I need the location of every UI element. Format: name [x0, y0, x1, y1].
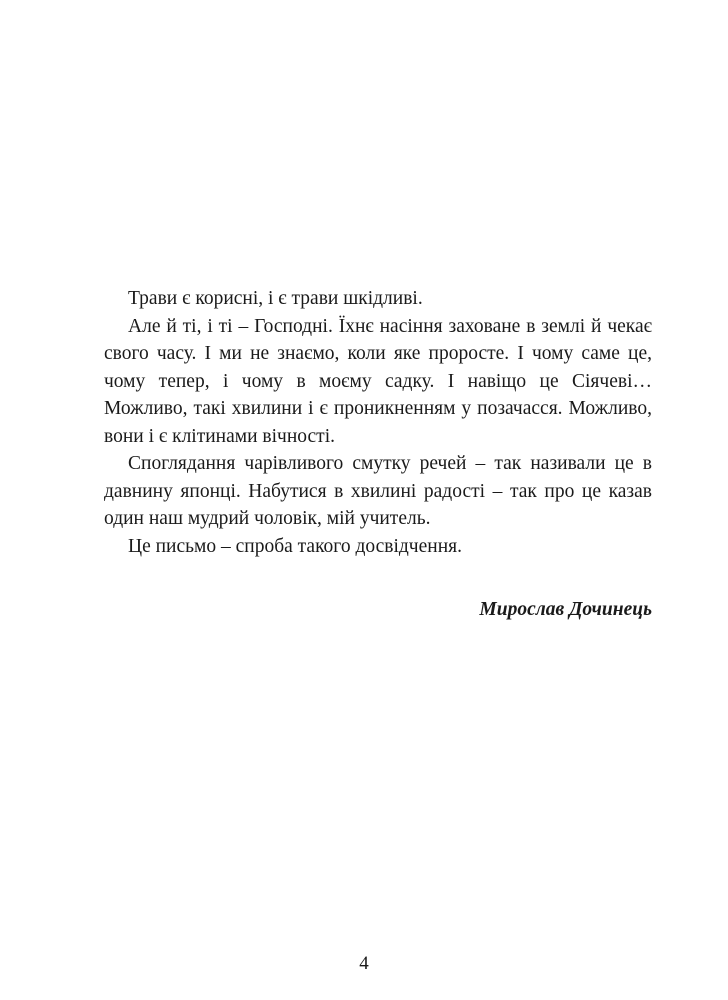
- paragraph-3: Споглядання чарівливого смутку речей – так називали це в давнину японці. Набутися в хвилині радості – так про це казав один наш мудрий чоловік, мій учитель.: [104, 453, 652, 529]
- body-text: [104, 285, 652, 560]
- paragraph-2: Але й ті, і ті – Господні. Їхнє насіння заховане в землі й чекає свого часу. І ми не знаємо, коли яке проросте. І чому саме це, чому тепер, і чому в моєму садку. І навіщо це Сіячеві… Можливо, такі хвилини і є проникненням у позачасся. Можливо, вони і є клітинами вічності.: [104, 315, 652, 447]
- page-number: 4: [359, 953, 369, 974]
- paragraph-4: Це письмо – спроба такого досвідчення.: [128, 535, 462, 557]
- author-signature: Мирослав Дочинець: [479, 599, 652, 620]
- paragraph-1: Трави є корисні, і є трави шкідливі.: [128, 288, 423, 309]
